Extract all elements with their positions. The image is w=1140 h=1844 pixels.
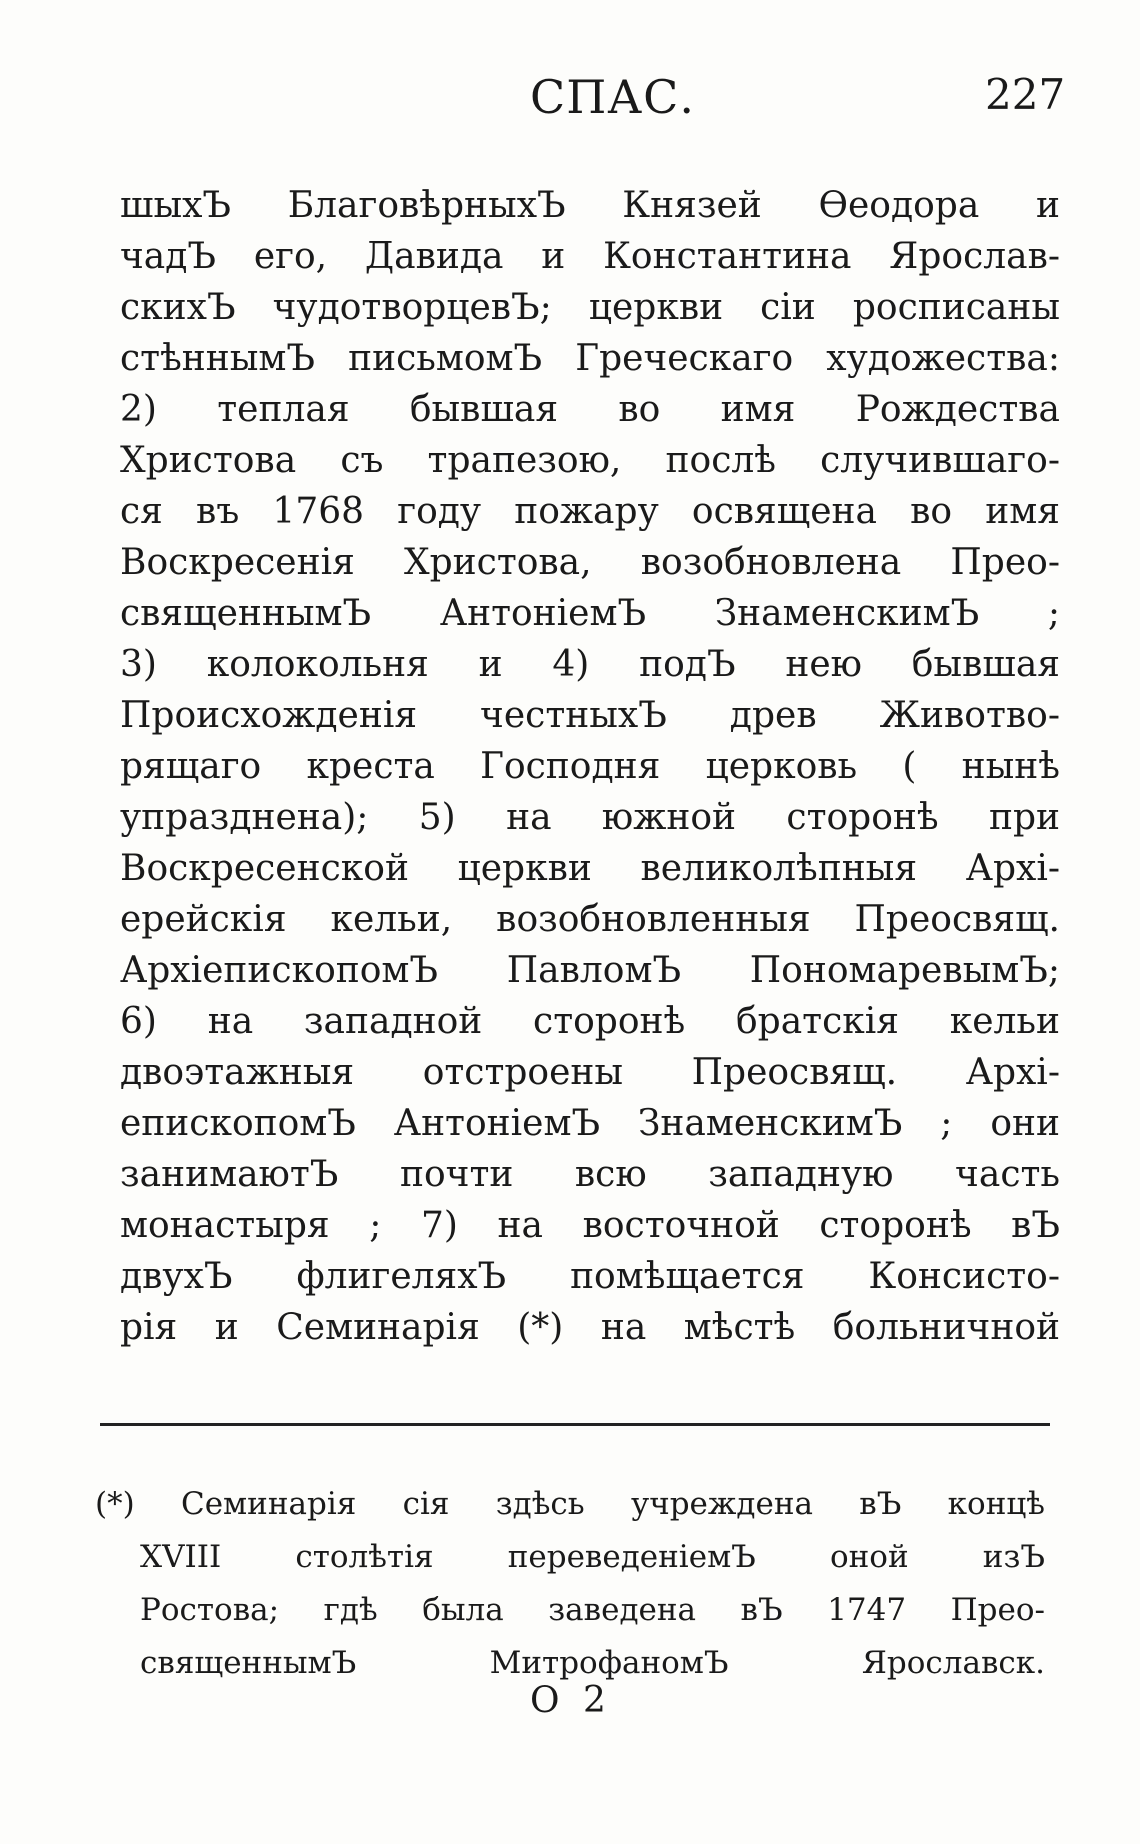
text-line: монастыря ; 7) на восточной сторонѣ вЪ: [120, 1205, 1060, 1246]
text-line: епископомЪ АнтоніемЪ ЗнаменскимЪ ; они: [120, 1103, 1060, 1144]
text-line: рія и Семинарія (*) на мѣстѣ больничной: [120, 1307, 1060, 1348]
text-line: двоэтажныя отстроены Преосвящ. Архі-: [120, 1052, 1060, 1093]
text-line: Воскресенской церкви великолѣпныя Архі-: [120, 848, 1060, 889]
text-line: шыхЪ БлаговѣрныхЪ Князей Ѳеодора и: [120, 185, 1060, 226]
footnote: [95, 1478, 1045, 1690]
text-line: стѣннымЪ письмомЪ Греческаго художества:: [120, 338, 1060, 379]
text-line: 3) колокольня и 4) подЪ нею бывшая: [120, 644, 1060, 685]
text-line: занимаютЪ почти всю западную часть: [120, 1154, 1060, 1195]
text-line: 2) теплая бывшая во имя Рождества: [120, 389, 1060, 430]
page-number: 227: [985, 70, 1066, 119]
footnote-line: XVIII столѣтія переведеніемЪ оной изЪ: [140, 1539, 1045, 1575]
footnote-rule: [100, 1423, 1050, 1426]
footnote-line: Ростова; гдѣ была заведена вЪ 1747 Прео-: [140, 1592, 1045, 1628]
text-line: упразднена); 5) на южной сторонѣ при: [120, 797, 1060, 838]
signature-mark: О 2: [530, 1680, 612, 1721]
text-line: ерейскія кельи, возобновленныя Преосвящ.: [120, 899, 1060, 940]
text-line: священнымЪ АнтоніемЪ ЗнаменскимЪ ;: [120, 593, 1060, 634]
text-line: чадЪ его, Давида и Константина Ярослав-: [120, 236, 1060, 277]
text-line: Происхожденія честныхЪ древ Животво-: [120, 695, 1060, 736]
body-text: [120, 180, 1060, 1353]
text-line: двухЪ флигеляхЪ помѣщается Консисто-: [120, 1256, 1060, 1297]
footnote-line: священнымЪ МитрофаномЪ Ярославск.: [140, 1645, 1045, 1681]
text-line: Воскресенія Христова, возобновлена Прео-: [120, 542, 1060, 583]
text-line: рящаго креста Господня церковь ( нынѣ: [120, 746, 1060, 787]
text-line: 6) на западной сторонѣ братскія кельи: [120, 1001, 1060, 1042]
text-line: ся въ 1768 году пожару освящена во имя: [120, 491, 1060, 532]
text-line: АрхіепископомЪ ПавломЪ ПономаревымЪ;: [120, 950, 1060, 991]
running-head: [0, 70, 1140, 130]
footnote-line: (*) Семинарія сія здѣсь учреждена вЪ концѣ: [95, 1486, 1045, 1522]
text-line: скихЪ чудотворцевЪ; церкви сіи росписаны: [120, 287, 1060, 328]
running-title: СПАС.: [530, 70, 695, 124]
text-line: Христова съ трапезою, послѣ случившаго-: [120, 440, 1060, 481]
